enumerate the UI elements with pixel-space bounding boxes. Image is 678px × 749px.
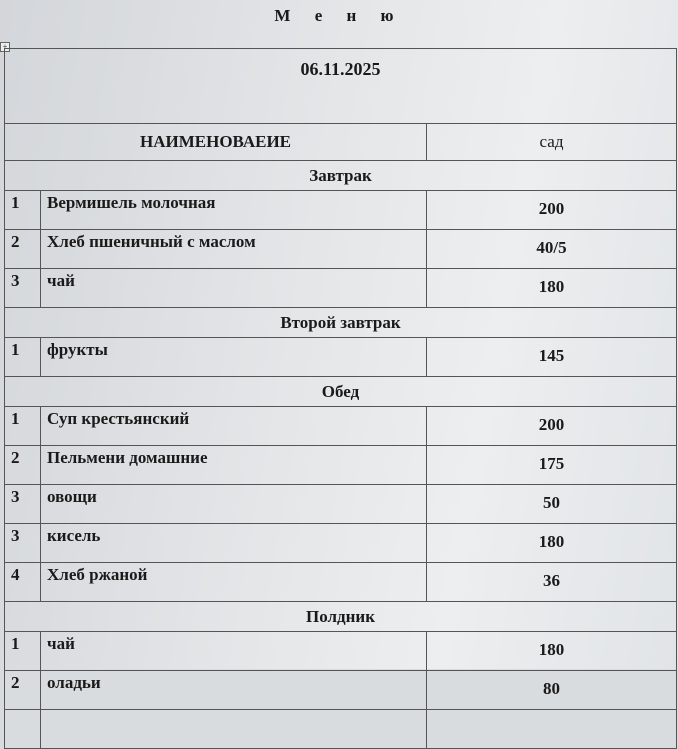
dish-name: Пельмени домашние (41, 446, 427, 485)
item-amount: 80 (427, 671, 677, 710)
date-row (5, 49, 677, 124)
item-number: 2 (5, 671, 41, 710)
dish-name: Хлеб ржаной (41, 563, 427, 602)
menu-title: М е н ю (274, 6, 404, 25)
section-row (5, 161, 677, 191)
item-amount: 200 (427, 191, 677, 230)
dish-name: Хлеб пшеничный с маслом (41, 230, 427, 269)
item-number: 3 (5, 485, 41, 524)
dish-name: Вермишель молочная (41, 191, 427, 230)
section-title: Завтрак (5, 161, 677, 191)
table-row (5, 671, 677, 710)
section-row (5, 377, 677, 407)
item-number: 2 (5, 446, 41, 485)
section-title: Обед (5, 377, 677, 407)
item-amount: 40/5 (427, 230, 677, 269)
table-row (5, 230, 677, 269)
item-amount: 50 (427, 485, 677, 524)
header-row (5, 124, 677, 161)
table-row (5, 338, 677, 377)
dish-name: кисель (41, 524, 427, 563)
menu-table (4, 48, 677, 749)
dish-name: фрукты (41, 338, 427, 377)
section-row (5, 602, 677, 632)
item-number: 3 (5, 269, 41, 308)
header-name: НАИМЕНОВАЕИЕ (5, 124, 427, 161)
item-number: 1 (5, 407, 41, 446)
dish-name: чай (41, 269, 427, 308)
item-amount: 200 (427, 407, 677, 446)
table-row (5, 632, 677, 671)
table-row (5, 485, 677, 524)
item-number: 1 (5, 191, 41, 230)
item-amount: 145 (427, 338, 677, 377)
table-row (5, 407, 677, 446)
item-number (5, 710, 41, 749)
menu-date: 06.11.2025 (5, 49, 677, 124)
item-number: 4 (5, 563, 41, 602)
dish-name: чай (41, 632, 427, 671)
table-row (5, 191, 677, 230)
item-amount: 180 (427, 632, 677, 671)
item-amount (427, 710, 677, 749)
table-row (5, 269, 677, 308)
item-amount: 180 (427, 269, 677, 308)
table-row (5, 446, 677, 485)
section-title: Полдник (5, 602, 677, 632)
dish-name (41, 710, 427, 749)
item-number: 1 (5, 338, 41, 377)
item-number: 3 (5, 524, 41, 563)
section-row (5, 308, 677, 338)
table-move-handle-icon[interactable]: + (0, 42, 10, 52)
item-amount: 36 (427, 563, 677, 602)
table-row (5, 524, 677, 563)
section-title: Второй завтрак (5, 308, 677, 338)
item-amount: 180 (427, 524, 677, 563)
table-row (5, 563, 677, 602)
item-number: 2 (5, 230, 41, 269)
dish-name: оладьи (41, 671, 427, 710)
dish-name: овощи (41, 485, 427, 524)
table-row (5, 710, 677, 749)
item-amount: 175 (427, 446, 677, 485)
item-number: 1 (5, 632, 41, 671)
dish-name: Суп крестьянский (41, 407, 427, 446)
header-value: сад (427, 124, 677, 161)
